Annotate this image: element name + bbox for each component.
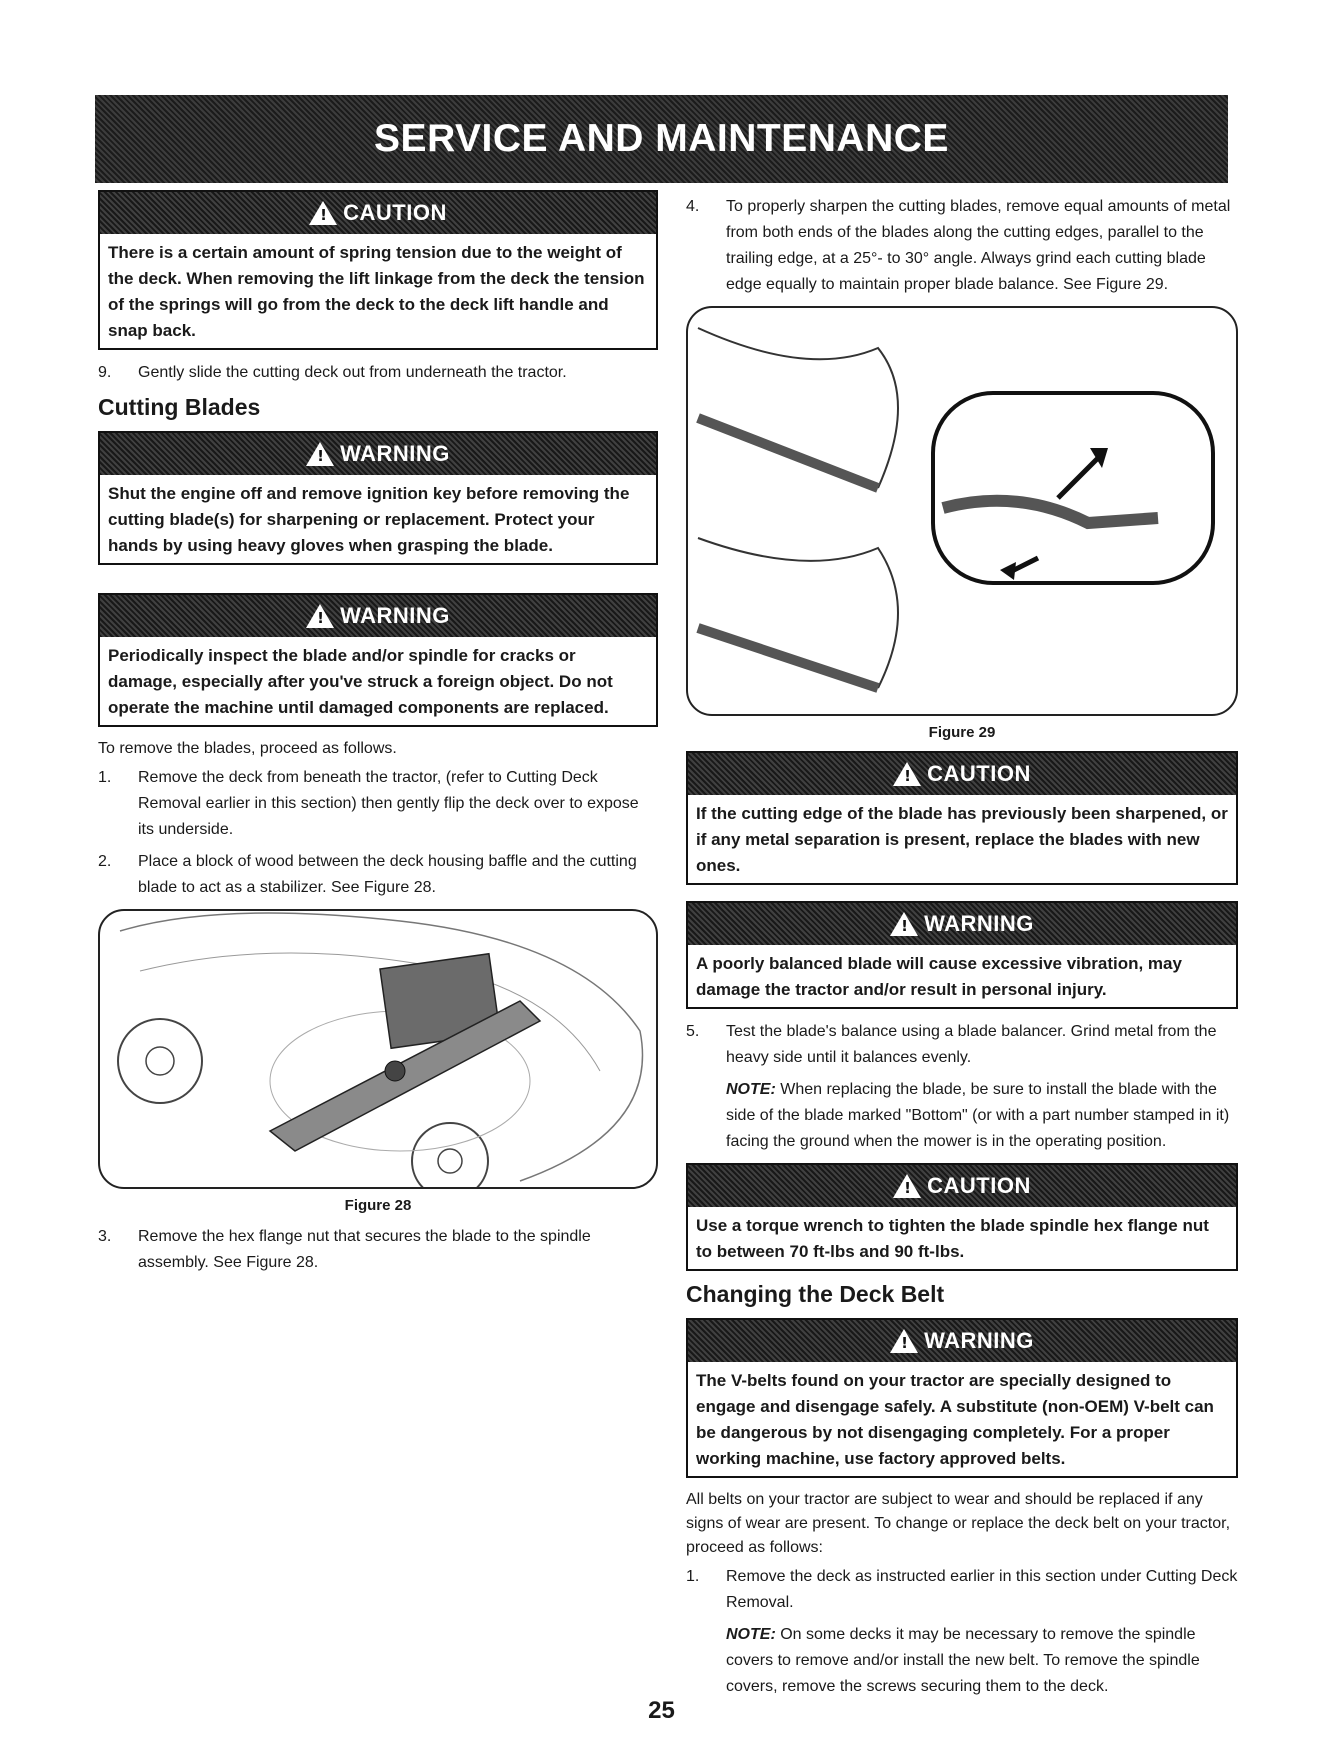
caution-box xyxy=(686,1163,1238,1271)
step-item xyxy=(98,849,658,901)
figure-caption: Figure 28 xyxy=(344,1197,412,1214)
warning-triangle-icon xyxy=(306,604,334,628)
figure-caption: Figure 29 xyxy=(928,724,996,741)
step-text: To properly sharpen the cutting blades, remove equal amounts of metal from both ends of the blades along the cutting edges, parallel to the trailing edge, at a 25°- to 30° angle. Always grind each cutting blade edge equally to maintain proper blade balance. See Figure 29. xyxy=(726,198,1231,293)
left-column xyxy=(98,190,658,1282)
caution-label: CAUTION xyxy=(927,1173,1031,1198)
step-item xyxy=(686,194,1238,298)
step-text: Remove the hex flange nut that secures the blade to the spindle assembly. See Figure 28. xyxy=(138,1228,591,1271)
caution-label: CAUTION xyxy=(927,761,1031,786)
caution-text: If the cutting edge of the blade has previously been sharpened, or if any metal separation is present, replace the blades with new ones. xyxy=(696,804,1228,875)
warning-header xyxy=(100,595,656,637)
intro-text: To remove the blades, proceed as follows. xyxy=(98,740,397,757)
caution-text: Use a torque wrench to tighten the blade spindle hex flange nut to between 70 ft-lbs and 90 ft-lbs. xyxy=(696,1216,1209,1261)
warning-label: WARNING xyxy=(924,1328,1034,1353)
note-label: NOTE: xyxy=(726,1626,776,1643)
warning-text: Periodically inspect the blade and/or spindle for cracks or damage, especially after you've struck a foreign object. Do not operate the machine until damaged components are replaced. xyxy=(108,646,613,717)
step-number: 1. xyxy=(98,769,112,786)
warning-triangle-icon xyxy=(893,762,921,786)
step-item xyxy=(686,1564,1238,1616)
step-item xyxy=(98,360,658,386)
warning-box xyxy=(686,1318,1238,1478)
step-number: 3. xyxy=(98,1228,112,1245)
caution-header xyxy=(688,1165,1236,1207)
note-text xyxy=(726,1622,1238,1700)
note-text xyxy=(726,1077,1238,1155)
belts-intro-text: All belts on your tractor are subject to wear and should be replaced if any signs of wear are present. To change or replace the deck belt on your tractor, proceed as follows: xyxy=(686,1491,1231,1556)
step-text: Gently slide the cutting deck out from underneath the tractor. xyxy=(138,364,567,381)
step-number: 5. xyxy=(686,1023,700,1040)
warning-triangle-icon xyxy=(306,442,334,466)
caution-header xyxy=(100,192,656,234)
section-heading: Changing the Deck Belt xyxy=(686,1281,945,1307)
header-banner xyxy=(95,95,1228,183)
step-item xyxy=(98,1224,658,1276)
step-item xyxy=(686,1019,1238,1071)
step-number: 1. xyxy=(686,1568,700,1585)
warning-label: WARNING xyxy=(340,603,450,628)
warning-header xyxy=(100,433,656,475)
step-text: Remove the deck as instructed earlier in this section under Cutting Deck Removal. xyxy=(726,1568,1238,1611)
page-number: 25 xyxy=(648,1697,675,1724)
deck-underside-drawing xyxy=(100,911,656,1187)
caution-text: There is a certain amount of spring tension due to the weight of the deck. When removing the lift linkage from the deck the tension of the springs will go from the deck to the deck lift handle and snap back. xyxy=(108,243,645,340)
warning-header xyxy=(688,1320,1236,1362)
step-number: 9. xyxy=(98,364,112,381)
warning-triangle-icon xyxy=(309,201,337,225)
warning-box xyxy=(686,901,1238,1009)
warning-text: The V-belts found on your tractor are specially designed to engage and disengage safely. A substitute (non-OEM) V-belt can be dangerous by not disengaging completely. For a proper working machine, use factory approved belts. xyxy=(696,1371,1214,1468)
right-column xyxy=(686,190,1238,1708)
warning-box xyxy=(98,593,658,727)
figure-29-illustration xyxy=(686,306,1238,716)
step-text: Remove the deck from beneath the tractor, (refer to Cutting Deck Removal earlier in this section) then gently flip the deck over to expose its underside. xyxy=(138,769,639,838)
step-item xyxy=(98,765,658,843)
warning-box xyxy=(98,431,658,565)
figure-28-illustration xyxy=(98,909,658,1189)
warning-text: A poorly balanced blade will cause excessive vibration, may damage the tractor and/or result in personal injury. xyxy=(696,954,1182,999)
note-label: NOTE: xyxy=(726,1081,776,1098)
warning-text: Shut the engine off and remove ignition key before removing the cutting blade(s) for sharpening or replacement. Protect your hands by using heavy gloves when grasping the blade. xyxy=(108,484,630,555)
note-body: On some decks it may be necessary to remove the spindle covers to remove and/or install the new belt. To remove the spindle covers, remove the screws securing them to the deck. xyxy=(726,1626,1200,1695)
section-heading: Cutting Blades xyxy=(98,394,261,420)
caution-box xyxy=(686,751,1238,885)
page-title: SERVICE AND MAINTENANCE xyxy=(374,117,949,160)
warning-label: WARNING xyxy=(924,911,1034,936)
step-number: 2. xyxy=(98,853,112,870)
warning-triangle-icon xyxy=(890,1329,918,1353)
step-text: Place a block of wood between the deck housing baffle and the cutting blade to act as a stabilizer. See Figure 28. xyxy=(138,853,637,896)
warning-triangle-icon xyxy=(890,912,918,936)
step-number: 4. xyxy=(686,198,700,215)
warning-label: WARNING xyxy=(340,441,450,466)
warning-header xyxy=(688,903,1236,945)
note-body: When replacing the blade, be sure to install the blade with the side of the blade marked "Bottom" (or with a part number stamped in it) facing the ground when the mower is in the operating position. xyxy=(726,1081,1230,1150)
caution-header xyxy=(688,753,1236,795)
caution-box xyxy=(98,190,658,350)
step-text: Test the blade's balance using a blade balancer. Grind metal from the heavy side until it balances evenly. xyxy=(726,1023,1217,1066)
warning-triangle-icon xyxy=(893,1174,921,1198)
caution-label: CAUTION xyxy=(343,200,447,225)
blade-sharpening-drawing xyxy=(688,308,1236,714)
